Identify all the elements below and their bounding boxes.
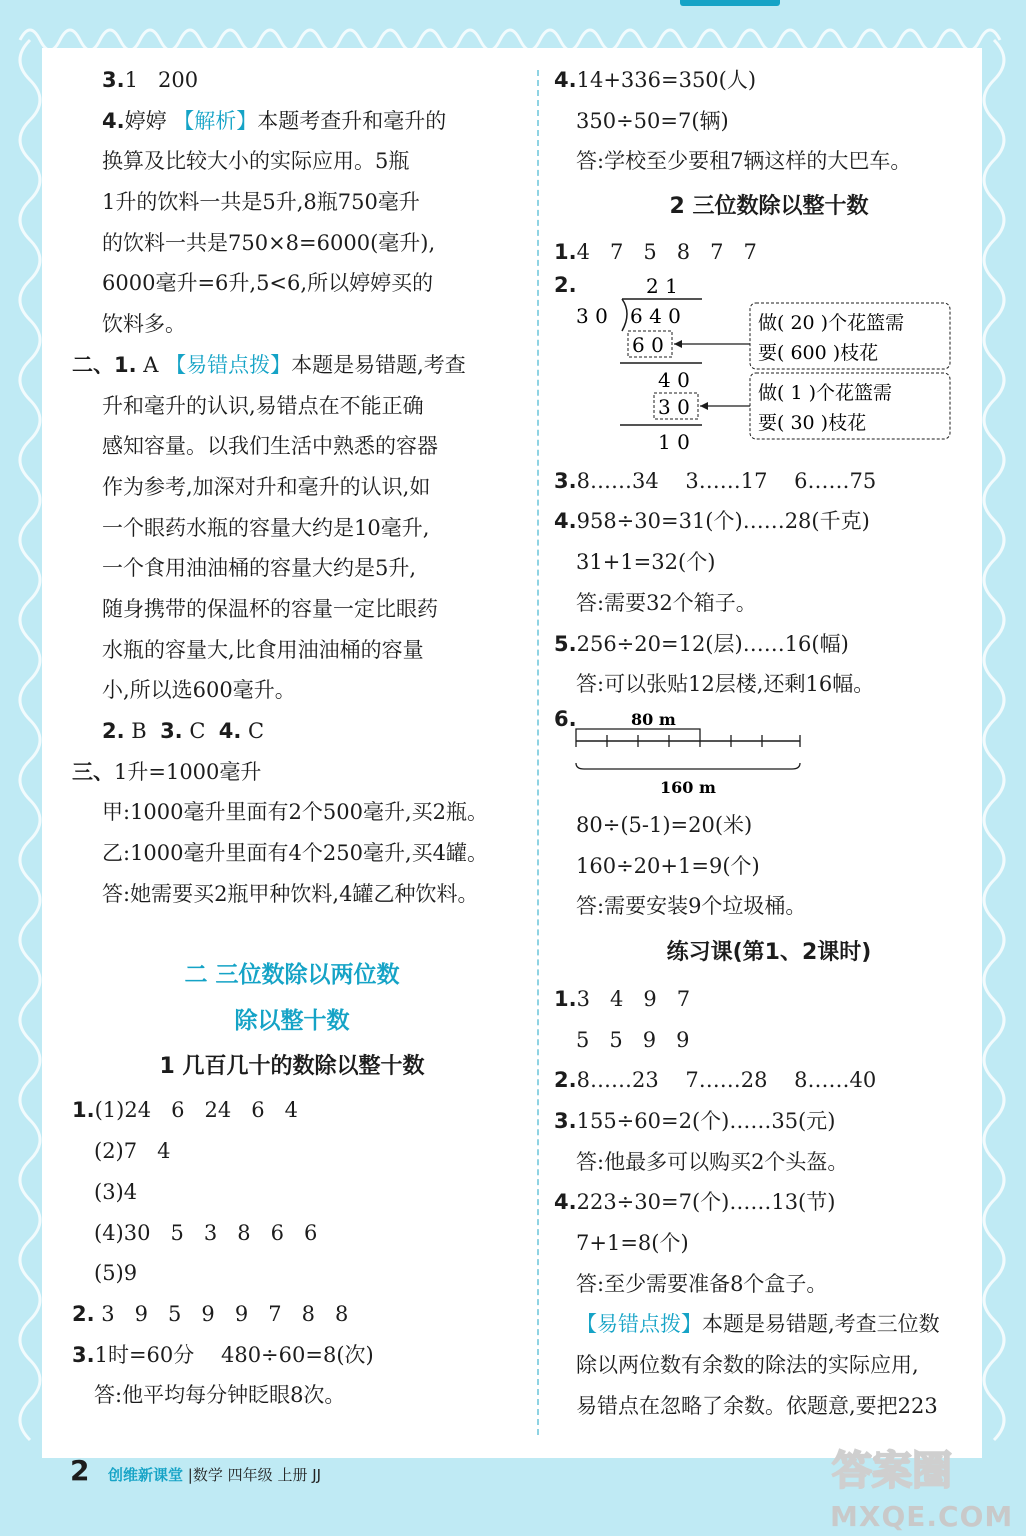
practice-q2: [554, 1060, 984, 1101]
bottom-length-label: 160 m: [660, 777, 716, 797]
item-number: 4.: [554, 1190, 577, 1215]
text-line: 答:需要32个箱子。: [576, 590, 757, 615]
text-line: 答:可以张贴12层楼,还剩16幅。: [576, 672, 875, 697]
division-bracket: [622, 299, 627, 331]
column-divider: [537, 70, 539, 1435]
remainder-2: 1 0: [658, 429, 690, 454]
remainder-1: 4 0: [658, 367, 690, 392]
footer-separator: |: [187, 1466, 193, 1484]
text-line: 换算及比较大小的实际应用。5瓶: [102, 149, 410, 174]
text-line: 饮料多。: [102, 312, 186, 337]
quotient: 2 1: [646, 273, 678, 298]
text-line: 的饮料一共是750×8=6000(毫升),: [102, 230, 436, 255]
answer-text: 256÷20=12(层)……16(幅): [576, 631, 849, 656]
top-length-label: 80 m: [631, 709, 676, 729]
answer-text: 婷婷: [124, 108, 174, 133]
text-line: 答:需要安装9个垃圾桶。: [576, 894, 807, 919]
section-3-answer: [72, 752, 512, 793]
text-line: 除以两位数有余数的除法的实际应用,: [576, 1353, 919, 1378]
item-number: 二、1.: [72, 352, 137, 377]
text-line: 甲:1000毫升里面有2个500毫升,买2瓶。: [102, 800, 488, 825]
segment-diagram: [574, 705, 814, 805]
item-number: 2.: [554, 272, 577, 297]
brand-name: 创维新课堂: [108, 1466, 184, 1484]
answer-text: 223÷30=7(个)……13(节): [576, 1190, 836, 1215]
product-2: 3 0: [658, 394, 690, 419]
q2-answer: [554, 273, 984, 461]
practice-q3: [554, 1101, 984, 1142]
text-line: 160÷20+1=9(个): [576, 853, 760, 878]
item-number: 3.: [554, 468, 577, 493]
item-number: 3.: [102, 68, 125, 92]
text-line: 答:他平均每分钟眨眼8次。: [94, 1383, 346, 1408]
top-brace: [576, 729, 700, 735]
top-tab-marker: [680, 0, 780, 6]
item-number: 3.: [72, 1342, 95, 1367]
q1-answer: [72, 1090, 512, 1131]
practice-title: 练习课(第1、2课时): [666, 939, 872, 965]
answer-text: 14+336=350(人): [576, 68, 757, 92]
text-line: (3)4: [94, 1179, 138, 1204]
annotation-text: 做( 20 )个花篮需: [758, 311, 905, 334]
answer-text: 8……34 3……17 6……75: [576, 468, 877, 493]
section-title: 1 几百几十的数除以整十数: [159, 1054, 425, 1080]
unit-title: 二 三位数除以两位数: [184, 962, 400, 989]
practice-q4: [554, 1182, 984, 1223]
item-number: 4.: [554, 509, 577, 534]
text-line: (2)7 4: [94, 1139, 171, 1164]
answer-text: 1时=60分 480÷60=8(次): [94, 1342, 374, 1367]
text-line: 作为参考,加深对升和毫升的认识,如: [102, 474, 431, 499]
text-line: (4)30 5 3 8 6 6: [94, 1220, 318, 1245]
text-line: 7+1=8(个): [576, 1231, 689, 1256]
text-line: 乙:1000毫升里面有4个250毫升,买4罐。: [102, 841, 488, 866]
analysis-tag: 【解析】: [173, 108, 258, 133]
watermark-text: MXQE.COM: [830, 1500, 1014, 1533]
q4-answer: [554, 501, 984, 542]
footer-volume: 上册: [277, 1466, 308, 1484]
item-number: 2.: [102, 719, 125, 743]
arrow-head: [700, 402, 708, 410]
product-1: 6 0: [632, 332, 664, 357]
text-line: 答:她需要买2瓶甲种饮料,4罐乙种饮料。: [102, 881, 479, 906]
text-line: 易错点在忽略了余数。依题意,要把223: [576, 1393, 938, 1418]
item-number: 1.: [72, 1098, 95, 1123]
answer-text: 4 7 5 8 7 7: [576, 240, 757, 265]
text-line: 感知容量。以我们生活中熟悉的容器: [102, 434, 438, 459]
annotation-text: 做( 1 )个花篮需: [758, 381, 892, 404]
item-number: 3.: [160, 719, 183, 743]
answer-4: [554, 60, 984, 101]
answer-text: C: [182, 719, 219, 743]
answer-text: 1 200: [124, 68, 199, 92]
answer-text: 本题考查升和毫升的: [257, 108, 447, 133]
section-title: 2 三位数除以整十数: [669, 194, 869, 220]
item-number: 1.: [554, 986, 577, 1011]
item-number: 4.: [554, 68, 577, 92]
answer-text: 1升=1000毫升: [114, 759, 262, 784]
answer-text: (1)24 6 24 6 4: [94, 1098, 298, 1123]
footer-edition: JJ: [312, 1466, 322, 1484]
q2-answer: [72, 1294, 512, 1335]
error-tip-line: [554, 1304, 984, 1345]
text-line: 80÷(5-1)=20(米): [576, 812, 753, 837]
footer-text: [108, 1464, 321, 1485]
item-number: 4.: [218, 719, 242, 743]
item-number: 5.: [554, 631, 577, 656]
answer-4: [72, 101, 512, 142]
item-number: 4.: [102, 108, 125, 133]
text-line: 一个食用油油桶的容量大约是5升,: [102, 556, 417, 581]
answers-2-4: [72, 711, 512, 752]
bottom-brace: [576, 763, 800, 769]
annotation-text: 要( 30 )枝花: [758, 411, 867, 434]
answer-text: A: [136, 352, 166, 377]
text-line: 小,所以选600毫升。: [102, 678, 296, 703]
text-line: 31+1=32(个): [576, 550, 716, 575]
footer-grade: 四年级: [227, 1466, 273, 1484]
dividend: 6 4 0: [630, 303, 681, 328]
right-column: [554, 60, 984, 1427]
text-line: 一个眼药水瓶的容量大约是10毫升,: [102, 515, 430, 540]
q3-answer: [554, 461, 984, 502]
answer-text: 本题是易错题,考查: [291, 352, 466, 377]
q1-answer: [554, 232, 984, 273]
text-line: (5)9: [94, 1261, 138, 1286]
item-number: 3.: [554, 1109, 577, 1133]
text-line: 答:至少需要准备8个盒子。: [576, 1271, 828, 1296]
text-line: 6000毫升=6升,5<6,所以婷婷买的: [102, 271, 434, 296]
q3-answer: [72, 1335, 512, 1376]
practice-q1: [554, 979, 984, 1020]
answer-text: C: [241, 719, 265, 743]
text-line: 随身携带的保温杯的容量一定比眼药: [102, 596, 438, 621]
item-number: 1.: [554, 240, 577, 265]
divisor: 3 0: [576, 303, 608, 328]
answer-text: 155÷60=2(个)……35(元): [576, 1109, 836, 1133]
answer-text: 3 4 9 7: [576, 986, 691, 1011]
annotation-text: 要( 600 )枝花: [758, 341, 879, 364]
text-line: 1升的饮料一共是5升,8瓶750毫升: [102, 190, 420, 215]
text-line: 水瓶的容量大,比食用油油桶的容量: [102, 637, 424, 662]
text-line: 升和毫升的认识,易错点在不能正确: [102, 393, 424, 418]
answer-page: [42, 48, 982, 1458]
answer-text: 本题是易错题,考查三位数: [702, 1312, 940, 1337]
text-line: 答:他最多可以购买2个头盔。: [576, 1149, 849, 1174]
item-number: 2.: [554, 1068, 577, 1093]
error-tip-tag: 【易错点拨】: [576, 1312, 702, 1337]
watermark-logo-text: 答案圈: [832, 1448, 952, 1494]
q6-answer: [554, 705, 984, 805]
error-tip-tag: 【易错点拨】: [165, 352, 292, 377]
text-line: 答:学校至少要租7辆这样的大巴车。: [576, 149, 912, 174]
item-number: 6.: [554, 706, 577, 731]
item-number: 三、: [72, 759, 114, 784]
page-number: 2: [70, 1454, 90, 1487]
answer-text: 3 9 5 9 9 7 8 8: [94, 1301, 349, 1326]
q5-answer: [554, 624, 984, 665]
unit-subtitle: 除以整十数: [234, 1008, 350, 1035]
item-number: 2.: [72, 1301, 95, 1326]
left-column: [72, 60, 512, 1416]
text-line: 5 5 9 9: [576, 1027, 690, 1052]
answer-text: B: [124, 719, 161, 743]
answer-text: 8……23 7……28 8……40: [576, 1068, 877, 1093]
footer-subject: 数学: [192, 1466, 223, 1484]
text-line: 350÷50=7(辆): [576, 108, 729, 133]
section-2-answer-1: [72, 345, 512, 386]
answer-3: [72, 60, 512, 101]
answer-text: 958÷30=31(个)……28(千克): [576, 509, 870, 534]
arrow-head: [674, 340, 682, 348]
long-division-diagram: [574, 273, 984, 461]
